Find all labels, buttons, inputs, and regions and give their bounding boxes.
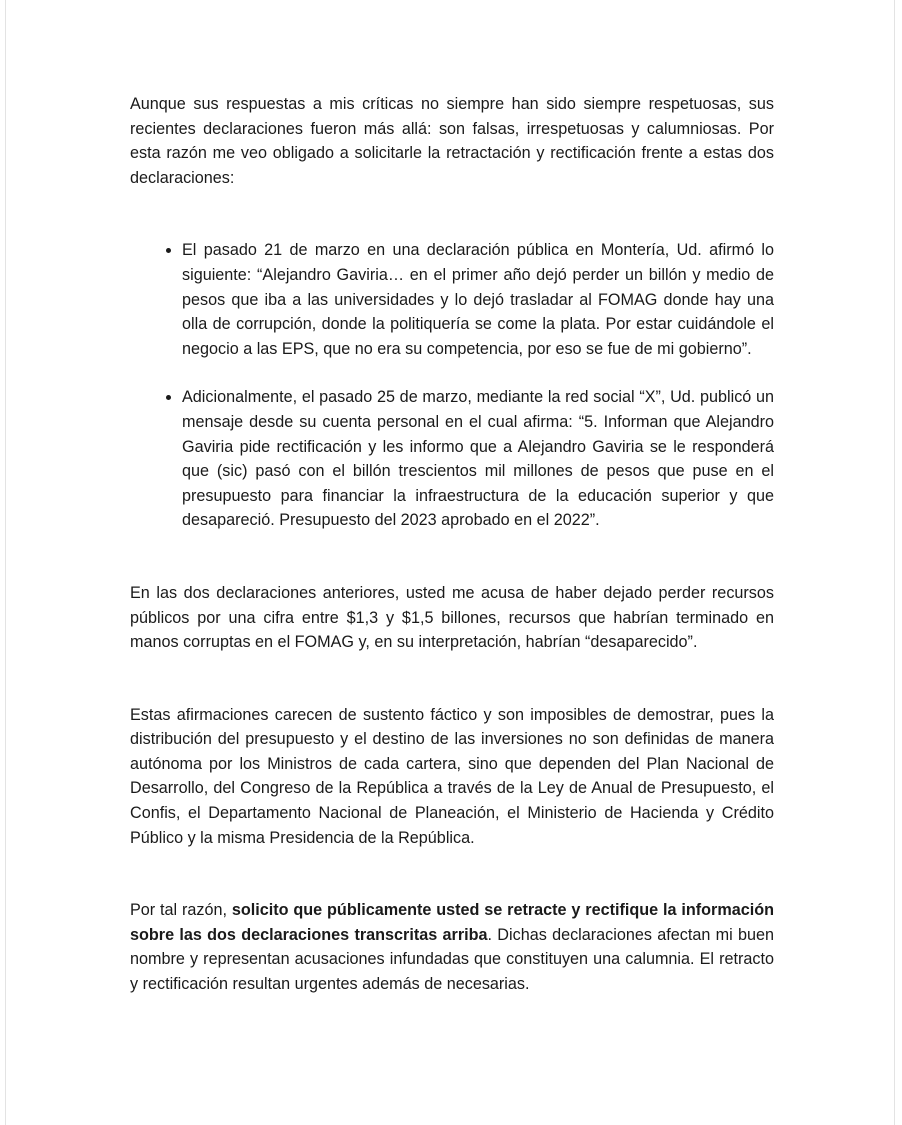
request-lead: Por tal razón, — [130, 901, 232, 920]
document-page — [5, 0, 895, 1125]
request-bold-text: solicito que públicamente usted se retracte y rectifique la información sobre las dos declaraciones transcritas arriba — [130, 901, 774, 944]
request-paragraph — [130, 898, 774, 996]
request-tail: . Dichas declaraciones afectan mi buen nombre y representan acusaciones infundadas que constituyen una calumnia. El retracto y rectificación resultan urgentes además de necesarias. — [130, 925, 774, 994]
intro-paragraph: Aunque sus respuestas a mis críticas no siempre han sido siempre respetuosas, sus recientes declaraciones fueron más allá: son falsas, irrespetuosas y calumniosas. Por esta razón me veo obligado a solicitarle la retractación y rectificación frente a estas dos declaraciones: — [130, 95, 774, 187]
declaration-item-1: • El pasado 21 de marzo en una declaración pública en Montería, Ud. afirmó lo siguiente: “Alejandro Gaviria… en el primer año dejó perder un billón y medio de pesos que iba a las universidades y lo dejó trasladar al FOMAG donde hay una olla de corrupción, donde la politiquería se come la plata. Por estar cuidándole el negocio a las EPS, que no era su competencia, por eso se fue de mi gobierno”. — [182, 238, 774, 361]
rebuttal-paragraph: Estas afirmaciones carecen de sustento fáctico y son imposibles de demostrar, pues la distribución del presupuesto y el destino de las inversiones no son definidas de manera autónoma por los Ministros de cada cartera, sino que dependen del Plan Nacional de Desarrollo, del Congreso de la República a través de la Ley de Anual de Presupuesto, el Confis, el Departamento Nacional de Planeación, el Ministerio de Hacienda y Crédito Público y la misma Presidencia de la República. — [130, 705, 774, 847]
document-body — [130, 92, 774, 997]
declarations-list — [130, 238, 774, 533]
declaration-item-2: • Adicionalmente, el pasado 25 de marzo, mediante la red social “X”, Ud. publicó un mensaje desde su cuenta personal en el cual afirma: “5. Informan que Alejandro Gaviria pide rectificación y les informo que a Alejandro Gaviria se le responderá que (sic) pasó con el billón trescientos mil millones de pesos que puse en el presupuesto para financiar la infraestructura de la educación superior y que desapareció. Presupuesto del 2023 aprobado en el 2022”. — [182, 385, 774, 533]
accusation-paragraph: En las dos declaraciones anteriores, usted me acusa de haber dejado perder recursos públicos por una cifra entre $1,3 y $1,5 billones, recursos que habrían terminado en manos corruptas en el FOMAG y, en su interpretación, habrían “desaparecido”. — [130, 583, 774, 652]
